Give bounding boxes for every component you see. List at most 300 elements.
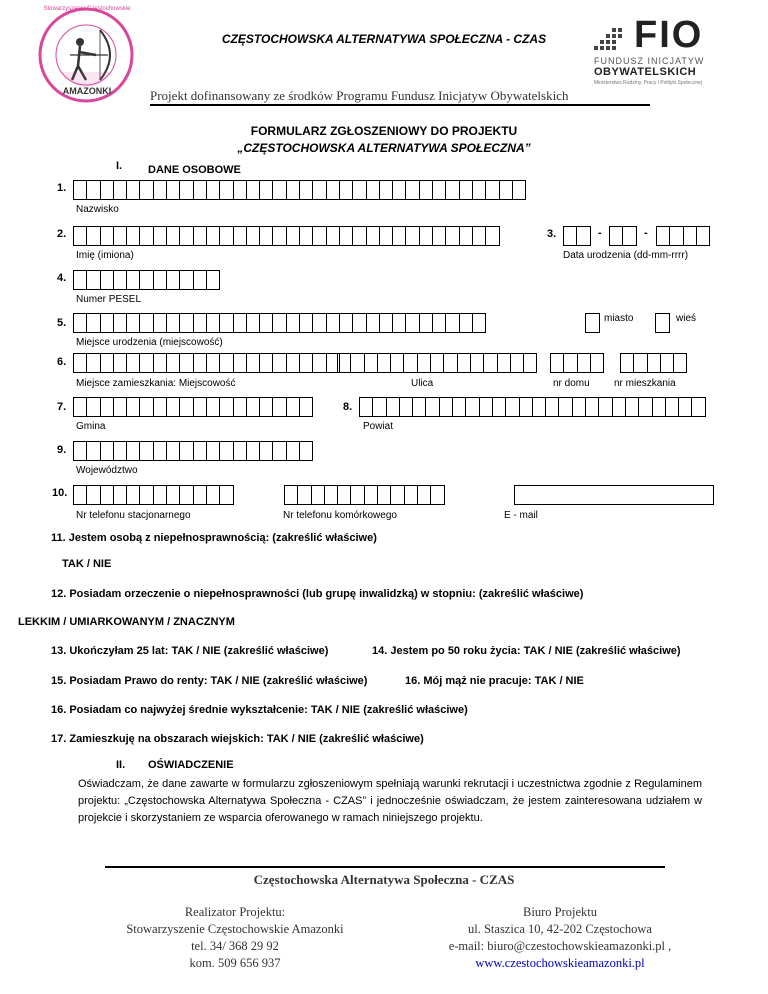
char-box[interactable] [139,397,153,417]
char-box[interactable] [430,485,444,505]
mobile-label: Nr telefonu komórkowego [283,510,397,521]
char-box[interactable] [179,313,193,333]
char-box[interactable] [379,226,393,246]
char-box[interactable] [485,180,499,200]
char-box[interactable] [126,313,140,333]
char-box[interactable] [647,353,661,373]
char-box[interactable] [86,353,100,373]
footer-divider [105,866,665,868]
char-box[interactable] [390,485,404,505]
char-box[interactable] [86,226,100,246]
birth-day-boxes[interactable] [563,226,590,246]
question-16b: 16. Posiadam co najwyżej średnie wykształcenie: TAK / NIE (zakreślić właściwe) [51,704,468,716]
char-box[interactable] [113,397,127,417]
char-box[interactable] [193,353,207,373]
char-box[interactable] [73,397,87,417]
char-box[interactable] [113,485,127,505]
char-box[interactable] [193,180,207,200]
landline-boxes[interactable] [73,485,233,505]
char-box[interactable] [179,441,193,461]
house-number-boxes[interactable] [550,353,603,373]
char-box[interactable] [459,180,473,200]
question-12: 12. Posiadam orzeczenie o niepełnosprawności (lub grupę inwalidzką) w stopniu: (zakreślić właściwe) [51,588,584,600]
char-box[interactable] [139,270,153,290]
char-box[interactable] [113,270,127,290]
char-box[interactable] [459,226,473,246]
char-box[interactable] [284,485,298,505]
char-box[interactable] [299,441,313,461]
char-box[interactable] [139,353,153,373]
char-box[interactable] [139,180,153,200]
char-box[interactable] [405,180,419,200]
char-box[interactable] [286,180,300,200]
char-box[interactable] [219,180,233,200]
char-box[interactable] [366,313,380,333]
char-box[interactable] [193,397,207,417]
char-box[interactable] [379,180,393,200]
char-box[interactable] [100,226,114,246]
char-box[interactable] [179,180,193,200]
char-box[interactable] [366,226,380,246]
char-box[interactable] [206,485,220,505]
mobile-boxes[interactable] [284,485,444,505]
char-box[interactable] [153,397,167,417]
pesel-label: Numer PESEL [76,294,142,305]
flat-number-boxes[interactable] [620,353,686,373]
char-box[interactable] [590,353,604,373]
first-name-boxes[interactable] [73,226,499,246]
char-box[interactable] [100,353,114,373]
char-box[interactable] [326,313,340,333]
char-box[interactable] [100,313,114,333]
field-6-number: 6. [57,356,67,368]
char-box[interactable] [246,353,260,373]
footer-website-link[interactable]: www.czestochowskieamazonki.pl [475,956,645,970]
char-box[interactable] [326,226,340,246]
char-box[interactable] [193,226,207,246]
char-box[interactable] [206,270,220,290]
char-box[interactable] [430,353,444,373]
char-box[interactable] [620,353,634,373]
char-box[interactable] [206,180,220,200]
char-box[interactable] [576,226,590,246]
char-box[interactable] [472,313,486,333]
char-box[interactable] [432,226,446,246]
statement-text: Oświadczam, że dane zawarte w formularzu zgłoszeniowym spełniają warunki rekrutacji i uczestnictwa zgodnie z Regulaminem projektu: „Częstochowska Alternatywa Społeczna - CZAS” i jednocześnie oświadczam, że jestem zainteresowana udziałem w projekcie i skorzystaniem ze wsparcia oferowanego w ramach niniejszego projektu. [78,778,702,824]
char-box[interactable] [352,180,366,200]
email-label: E - mail [504,510,538,521]
char-box[interactable] [364,485,378,505]
char-box[interactable] [497,353,511,373]
char-box[interactable] [425,397,439,417]
char-box[interactable] [678,397,692,417]
char-box[interactable] [612,397,626,417]
char-box[interactable] [419,226,433,246]
char-box[interactable] [359,397,373,417]
char-box[interactable] [299,353,313,373]
char-box[interactable] [366,180,380,200]
char-box[interactable] [100,397,114,417]
street-boxes[interactable] [337,353,536,373]
field-10-number: 10. [52,487,68,499]
char-box[interactable] [86,441,100,461]
surname-boxes[interactable] [73,180,525,200]
char-box[interactable] [272,313,286,333]
char-box[interactable] [179,485,193,505]
char-box[interactable] [246,180,260,200]
char-box[interactable] [324,485,338,505]
char-box[interactable] [598,397,612,417]
char-box[interactable] [126,397,140,417]
char-box[interactable] [166,485,180,505]
char-box[interactable] [166,180,180,200]
char-box[interactable] [485,226,499,246]
char-box[interactable] [219,485,233,505]
char-box[interactable] [246,313,260,333]
birth-place-boxes[interactable] [73,313,485,333]
char-box[interactable] [459,313,473,333]
char-box[interactable] [625,397,639,417]
char-box[interactable] [233,397,247,417]
char-box[interactable] [206,313,220,333]
char-box[interactable] [312,180,326,200]
char-box[interactable] [372,397,386,417]
char-box[interactable] [350,353,364,373]
char-box[interactable] [377,353,391,373]
char-box[interactable] [139,226,153,246]
char-box[interactable] [337,353,351,373]
form-title: FORMULARZ ZGŁOSZENIOWY DO PROJEKTU [250,124,518,138]
char-box[interactable] [399,397,413,417]
field-3-number: 3. [547,228,557,240]
char-box[interactable] [139,485,153,505]
char-box[interactable] [392,180,406,200]
char-box[interactable] [259,226,273,246]
char-box[interactable] [696,226,710,246]
char-box[interactable] [86,485,100,505]
char-box[interactable] [126,485,140,505]
char-box[interactable] [193,441,207,461]
char-box[interactable] [311,485,325,505]
commune-boxes[interactable] [73,397,312,417]
char-box[interactable] [233,226,247,246]
char-box[interactable] [259,180,273,200]
email-field[interactable] [514,485,714,505]
char-box[interactable] [622,226,636,246]
field-2-number: 2. [57,228,67,240]
footer-title: Częstochowska Alternatywa Społeczna - CZAS [253,872,515,887]
char-box[interactable] [73,353,87,373]
char-box[interactable] [126,270,140,290]
char-box[interactable] [550,353,564,373]
char-box[interactable] [286,441,300,461]
char-box[interactable] [272,180,286,200]
char-box[interactable] [206,441,220,461]
char-box[interactable] [312,313,326,333]
char-box[interactable] [443,353,457,373]
voivodeship-label: Województwo [76,465,138,476]
char-box[interactable] [126,226,140,246]
char-box[interactable] [673,353,687,373]
char-box[interactable] [337,485,351,505]
char-box[interactable] [445,180,459,200]
char-box[interactable] [403,353,417,373]
char-box[interactable] [153,226,167,246]
char-box[interactable] [405,313,419,333]
char-box[interactable] [660,353,674,373]
county-label: Powiat [363,421,394,432]
char-box[interactable] [523,353,537,373]
char-box[interactable] [272,353,286,373]
landline-label: Nr telefonu stacjonarnego [76,510,191,521]
char-box[interactable] [312,353,326,373]
char-box[interactable] [100,270,114,290]
char-box[interactable] [558,397,572,417]
char-box[interactable] [272,441,286,461]
char-box[interactable] [100,180,114,200]
char-box[interactable] [73,313,87,333]
char-box[interactable] [219,397,233,417]
birth-year-boxes[interactable] [656,226,709,246]
char-box[interactable] [633,353,647,373]
char-box[interactable] [417,485,431,505]
char-box[interactable] [73,485,87,505]
char-box[interactable] [404,485,418,505]
char-box[interactable] [166,270,180,290]
char-box[interactable] [577,353,591,373]
char-box[interactable] [419,313,433,333]
char-box[interactable] [86,397,100,417]
char-box[interactable] [179,397,193,417]
char-box[interactable] [457,353,471,373]
char-box[interactable] [683,226,697,246]
char-box[interactable] [691,397,705,417]
char-box[interactable] [439,397,453,417]
char-box[interactable] [73,180,87,200]
char-box[interactable] [299,313,313,333]
char-box[interactable] [153,180,167,200]
char-box[interactable] [470,353,484,373]
char-box[interactable] [445,313,459,333]
question-16: 16. Mój mąż nie pracuje: TAK / NIE [405,675,584,687]
char-box[interactable] [153,441,167,461]
char-box[interactable] [206,226,220,246]
char-box[interactable] [297,485,311,505]
char-box[interactable] [126,353,140,373]
char-box[interactable] [100,441,114,461]
form-subtitle: „CZĘSTOCHOWSKA ALTERNATYWA SPOŁECZNA” [237,141,531,155]
char-box[interactable] [405,226,419,246]
char-box[interactable] [153,313,167,333]
fio-logo [592,14,722,92]
char-box[interactable] [432,313,446,333]
char-box[interactable] [412,397,426,417]
char-box[interactable] [233,441,247,461]
char-box[interactable] [206,397,220,417]
char-box[interactable] [286,226,300,246]
char-box[interactable] [86,180,100,200]
fio-logo-main: FIO [634,14,704,56]
fio-logo-line1: FUNDUSZ INICJATYW [594,56,705,66]
char-box[interactable] [339,180,353,200]
char-box[interactable] [259,353,273,373]
char-box[interactable] [445,226,459,246]
char-box[interactable] [512,180,526,200]
char-box[interactable] [339,226,353,246]
char-box[interactable] [153,270,167,290]
char-box[interactable] [246,441,260,461]
char-box[interactable] [113,313,127,333]
char-box[interactable] [669,226,683,246]
char-box[interactable] [452,397,466,417]
char-box[interactable] [233,353,247,373]
char-box[interactable] [206,353,220,373]
char-box[interactable] [510,353,524,373]
residence-city-boxes[interactable] [73,353,339,373]
char-box[interactable] [472,226,486,246]
pesel-boxes[interactable] [73,270,219,290]
char-box[interactable] [113,441,127,461]
char-box[interactable] [472,180,486,200]
char-box[interactable] [246,397,260,417]
footer-realizer [105,904,365,972]
street-label: Ulica [411,378,434,389]
char-box[interactable] [350,485,364,505]
char-box[interactable] [286,397,300,417]
char-box[interactable] [139,441,153,461]
char-box[interactable] [665,397,679,417]
question-13: 13. Ukończyłam 25 lat: TAK / NIE (zakreślić właściwe) [51,645,329,657]
char-box[interactable] [113,353,127,373]
char-box[interactable] [352,313,366,333]
char-box[interactable] [166,353,180,373]
char-box[interactable] [259,313,273,333]
char-box[interactable] [219,226,233,246]
char-box[interactable] [392,313,406,333]
char-box[interactable] [153,353,167,373]
char-box[interactable] [492,397,506,417]
char-box[interactable] [246,226,260,246]
char-box[interactable] [505,397,519,417]
footer-realizer-label: Realizator Projektu: [184,905,286,919]
char-box[interactable] [652,397,666,417]
char-box[interactable] [465,397,479,417]
char-box[interactable] [179,226,193,246]
char-box[interactable] [219,441,233,461]
birth-month-boxes[interactable] [609,226,636,246]
char-box[interactable] [312,226,326,246]
city-checkbox[interactable] [585,313,600,333]
char-box[interactable] [377,485,391,505]
char-box[interactable] [233,180,247,200]
char-box[interactable] [419,180,433,200]
char-box[interactable] [73,226,87,246]
county-boxes[interactable] [359,397,705,417]
char-box[interactable] [126,441,140,461]
char-box[interactable] [390,353,404,373]
city-label: miasto [604,313,634,324]
voivodeship-boxes[interactable] [73,441,312,461]
date-separator-2: - [644,227,648,239]
char-box[interactable] [193,313,207,333]
char-box[interactable] [572,397,586,417]
char-box[interactable] [259,441,273,461]
char-box[interactable] [479,397,493,417]
char-box[interactable] [113,226,127,246]
char-box[interactable] [73,270,87,290]
char-box[interactable] [193,485,207,505]
char-box[interactable] [364,353,378,373]
char-box[interactable] [166,226,180,246]
village-checkbox[interactable] [655,313,670,333]
char-box[interactable] [563,226,577,246]
char-box[interactable] [100,485,114,505]
char-box[interactable] [286,313,300,333]
char-box[interactable] [483,353,497,373]
char-box[interactable] [532,397,546,417]
char-box[interactable] [563,353,577,373]
char-box[interactable] [352,226,366,246]
char-box[interactable] [379,313,393,333]
char-box[interactable] [326,180,340,200]
char-box[interactable] [432,180,446,200]
char-box[interactable] [386,397,400,417]
char-box[interactable] [113,180,127,200]
fio-logo-line3: Ministerstwo Rodziny, Pracy i Polityki Społecznej [594,80,703,86]
char-box[interactable] [339,313,353,333]
char-box[interactable] [545,397,559,417]
char-box[interactable] [219,353,233,373]
char-box[interactable] [219,313,233,333]
char-box[interactable] [299,180,313,200]
char-box[interactable] [153,485,167,505]
char-box[interactable] [609,226,623,246]
char-box[interactable] [86,313,100,333]
char-box[interactable] [166,397,180,417]
question-11-answer[interactable]: TAK / NIE [62,558,112,570]
char-box[interactable] [166,441,180,461]
char-box[interactable] [179,353,193,373]
char-box[interactable] [286,353,300,373]
question-12-answer[interactable]: LEKKIM / UMIARKOWANYM / ZNACZNYM [18,616,235,628]
fio-logo-line2: OBYWATELSKICH [594,66,697,78]
char-box[interactable] [139,313,153,333]
char-box[interactable] [272,226,286,246]
house-number-label: nr domu [553,378,590,389]
char-box[interactable] [392,226,406,246]
char-box[interactable] [638,397,652,417]
char-box[interactable] [417,353,431,373]
char-box[interactable] [86,270,100,290]
char-box[interactable] [272,397,286,417]
char-box[interactable] [193,270,207,290]
char-box[interactable] [585,397,599,417]
char-box[interactable] [299,397,313,417]
question-15: 15. Posiadam Prawo do renty: TAK / NIE (zakreślić właściwe) [51,675,368,687]
char-box[interactable] [166,313,180,333]
char-box[interactable] [656,226,670,246]
char-box[interactable] [179,270,193,290]
char-box[interactable] [519,397,533,417]
birth-date-label: Data urodzenia (dd-mm-rrrr) [563,250,689,261]
char-box[interactable] [299,226,313,246]
char-box[interactable] [499,180,513,200]
char-box[interactable] [259,397,273,417]
char-box[interactable] [233,313,247,333]
char-box[interactable] [126,180,140,200]
char-box[interactable] [73,441,87,461]
field-5-number: 5. [57,317,67,329]
